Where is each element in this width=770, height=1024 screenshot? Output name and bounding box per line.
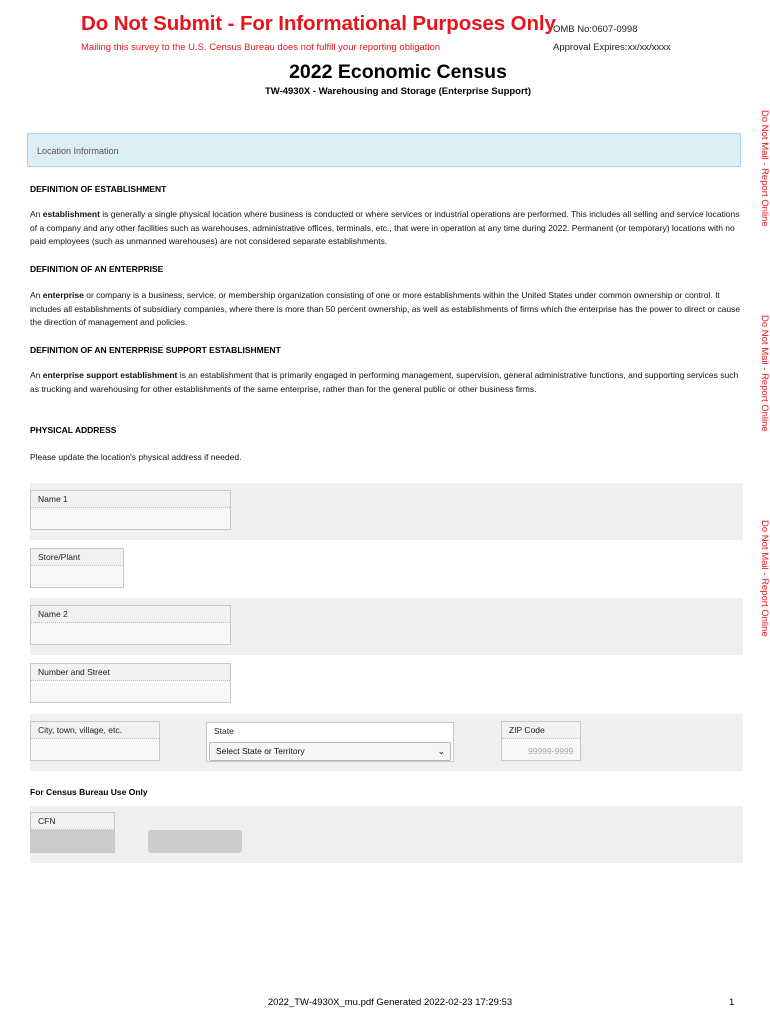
establishment-term: establishment <box>42 209 100 219</box>
enterprise-definition: An enterprise or company is a business, service, or membership organization consisting of one or more establishments within the United States under common ownership or control. It includes all establishments of subsidiary companies, where there is more than 50 percent ownership, as well as establishments of firms which the enterprise has the power to direct or cause the direction of management and policies. <box>30 290 741 327</box>
enterprise-support-heading: DEFINITION OF AN ENTERPRISE SUPPORT ESTABLISHMENT <box>30 345 281 355</box>
physical-address-heading: PHYSICAL ADDRESS <box>30 425 117 435</box>
name1-row <box>30 483 743 540</box>
state-select-value: Select State or Territory <box>216 746 305 756</box>
cfn-value <box>31 830 114 852</box>
chevron-down-icon: ⌄ <box>437 746 445 756</box>
footer-generated: 2022_TW-4930X_mu.pdf Generated 2022-02-23 17:29:53 <box>267 997 513 1008</box>
form-subtitle: TW-4930X - Warehousing and Storage (Enterprise Support) <box>264 86 531 97</box>
page-number: 1 <box>729 997 735 1008</box>
census-use-row <box>30 806 743 863</box>
census-use-button[interactable] <box>148 830 242 853</box>
store-plant-field[interactable] <box>30 548 124 588</box>
city-field[interactable] <box>30 721 160 761</box>
name1-input[interactable] <box>31 508 230 529</box>
store-plant-label: Store/Plant <box>31 549 123 566</box>
name2-row <box>30 598 743 655</box>
zip-field[interactable] <box>501 721 581 761</box>
establishment-definition: An establishment is generally a single physical location where business is conducted or where services or industrial operations are performed. This includes all selling and service locations of a company and any other facilities such as warehouses, administrative offices, terminals, etc., that were in operation at any time during 2022. Permanent (or temporary) locations with no paid employees (such as unmanned warehouses) are not considered separate establishments. <box>30 209 740 246</box>
location-information-label: Location Information <box>37 146 119 156</box>
enterprise-heading: DEFINITION OF AN ENTERPRISE <box>30 264 164 274</box>
omb-number: OMB No:0607-0998 <box>553 24 638 35</box>
location-information-section <box>27 133 741 167</box>
cfn-field <box>30 812 115 853</box>
city-state-zip-row <box>30 714 743 771</box>
cfn-label: CFN <box>31 813 114 830</box>
side-note: Do Not Mail - Report Online <box>759 315 770 432</box>
enterprise-support-term: enterprise support establishment <box>42 370 178 380</box>
address-instruction: Please update the location's physical address if needed. <box>30 452 242 462</box>
street-field[interactable] <box>30 663 231 703</box>
name1-field[interactable] <box>30 490 231 530</box>
state-select[interactable] <box>209 742 451 761</box>
street-label: Number and Street <box>31 664 230 681</box>
state-field <box>206 722 454 762</box>
zip-placeholder: 99999-9999 <box>528 746 574 756</box>
city-input[interactable] <box>31 739 159 760</box>
state-label: State <box>207 723 453 740</box>
city-label: City, town, village, etc. <box>31 722 159 739</box>
name2-field[interactable] <box>30 605 231 645</box>
zip-label: ZIP Code <box>502 722 580 739</box>
enterprise-term: enterprise <box>42 290 84 300</box>
warning-title: Do Not Submit - For Informational Purposes Only <box>81 12 556 35</box>
page-title: 2022 Economic Census <box>289 61 507 83</box>
store-plant-input[interactable] <box>31 566 123 587</box>
name2-input[interactable] <box>31 623 230 644</box>
enterprise-support-definition: An enterprise support establishment is an establishment that is primarily engaged in performing management, supervision, general administrative functions, and supporting services such as trucking and warehousing for other establishments of the same enterprise, rather than for the general public or other business firms. <box>30 370 739 394</box>
name2-label: Name 2 <box>31 606 230 623</box>
street-input[interactable] <box>31 681 230 702</box>
zip-input[interactable] <box>502 739 580 760</box>
warning-subtitle: Mailing this survey to the U.S. Census Bureau does not fulfill your reporting obligation <box>81 42 441 53</box>
name1-label: Name 1 <box>31 491 230 508</box>
approval-expiration: Approval Expires:xx/xx/xxxx <box>553 42 671 53</box>
census-use-heading: For Census Bureau Use Only <box>30 787 148 797</box>
side-note: Do Not Mail - Report Online <box>759 520 770 637</box>
side-note: Do Not Mail - Report Online <box>759 110 770 227</box>
establishment-heading: DEFINITION OF ESTABLISHMENT <box>30 184 167 194</box>
